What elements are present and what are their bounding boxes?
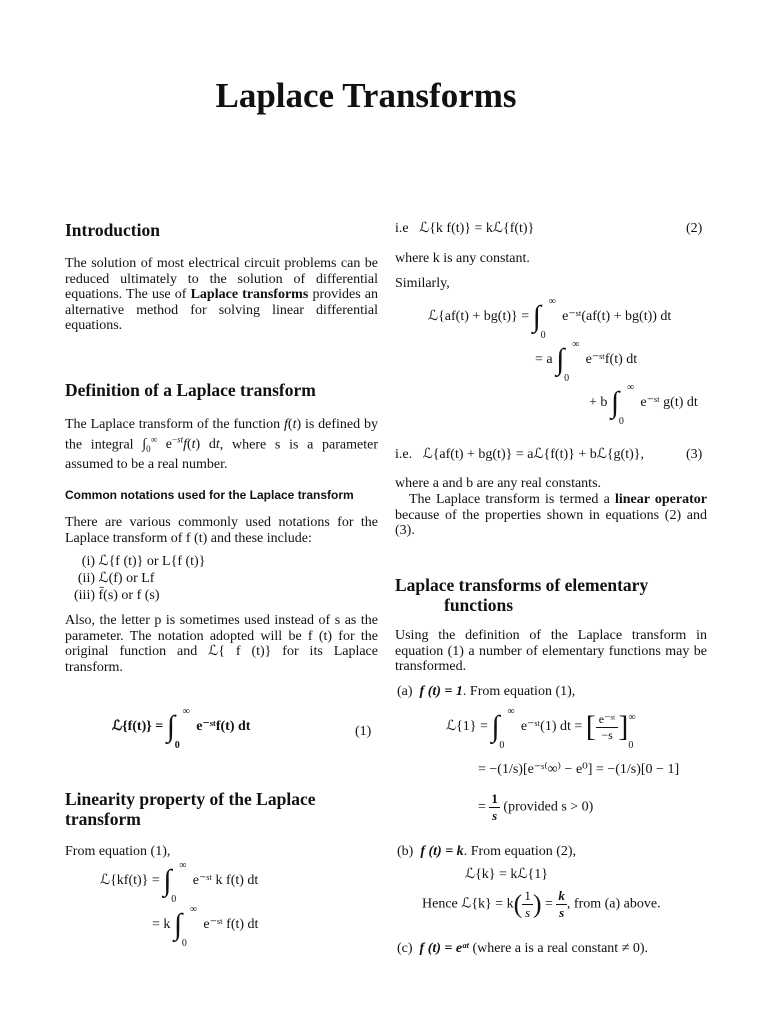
equation-1-number: (1) xyxy=(355,724,372,739)
case-a-equation-line-2: = −(1/s)[e⁻ˢ⁽∞⁾ − e⁰] = −(1/s)[0 − 1] xyxy=(478,762,680,777)
equation-3: i.e. ℒ{af(t) + bg(t)} = aℒ{f(t)} + bℒ{g(t)}, xyxy=(395,447,644,462)
linearity-ab-line-1: ℒ{af(t) + bg(t)} = ∫ ∞ 0 e⁻ˢᵗ(af(t) + bg(t)) dt xyxy=(428,296,672,341)
linearity-ab-line-2: = a ∫ ∞ 0 e⁻ˢᵗf(t) dt xyxy=(535,339,638,384)
notation-item-3: (iii) f̄(s) or f (s) xyxy=(74,588,160,603)
linearity-equation-line-2: = k ∫ ∞ 0 e⁻ˢᵗ f(t) dt xyxy=(152,904,259,949)
notations-heading: Common notations used for the Laplace transform xyxy=(65,488,354,502)
linearity-ab-line-3: + b ∫ ∞ 0 e⁻ˢᵗ g(t) dt xyxy=(589,382,698,427)
case-b-equation-line-1: ℒ{k} = kℒ{1} xyxy=(465,867,548,882)
case-c-heading: (c) f (t) = eᵃᵗ (where a is a real constant ≠ 0). xyxy=(397,941,649,956)
similarly-text: Similarly, xyxy=(395,276,450,291)
notation-also-paragraph: Also, the letter p is sometimes used instead of s as the parameter. The notation adopted will be f (t) for the original function and ℒ{ f (t)} for its Laplace transform. xyxy=(65,613,378,675)
equation-1: ℒ{f(t)} = ∫ ∞ 0 e⁻ˢᵗf(t) dt xyxy=(112,706,251,751)
where-ab-text: where a and b are any real constants. xyxy=(395,476,602,491)
equation-2-number: (2) xyxy=(686,221,703,236)
notation-item-2: (ii) ℒ(f) or Lf xyxy=(77,571,155,586)
case-a-equation-line-1: ℒ{1} = ∫ ∞ 0 e⁻ˢᵗ(1) dt = [ $\frac{\text{e⁻ˢᵗ}}{-s}$ ] ∞ 0 xyxy=(446,706,636,752)
where-k-text: where k is any constant. xyxy=(395,251,530,266)
case-a-heading: (a) f (t) = 1. From equation (1), xyxy=(397,684,576,699)
notations-paragraph: There are various commonly used notations for the Laplace transform of f (t) and these include: xyxy=(65,515,378,546)
equation-2: i.e ℒ{k f(t)} = kℒ{f(t)} xyxy=(395,221,535,236)
linearity-intro: From equation (1), xyxy=(65,844,171,859)
elementary-paragraph: Using the definition of the Laplace transform in equation (1) a number of elementary functions may be transformed. xyxy=(395,628,707,674)
case-b-heading: (b) f (t) = k. From equation (2), xyxy=(397,844,577,859)
linearity-heading: Linearity property of the Laplace transform xyxy=(65,789,316,829)
linearity-equation-line-1: ℒ{kf(t)} = ∫ ∞ 0 e⁻ˢᵗ k f(t) dt xyxy=(100,860,259,905)
elementary-heading: Laplace transforms of elementary functions xyxy=(395,575,649,615)
linear-operator-paragraph: The Laplace transform is termed a linear operator because of the properties shown in equations (2) and (3). xyxy=(395,492,707,538)
introduction-heading: Introduction xyxy=(65,220,160,240)
notation-item-1: (i) ℒ{f (t)} or L{f (t)} xyxy=(81,554,206,569)
definition-paragraph: The Laplace transform of the function f(t) is defined by the integral $\int_0^\infty$ $e^{-st}f(t)$ dt, where s is a parameter assumed to be a real number. xyxy=(65,417,378,473)
case-a-equation-line-3: = $\frac{1}{s}$ (provided s > 0) xyxy=(478,791,594,823)
case-b-equation-line-2: Hence ℒ{k} = k( $\frac{1}{s}$ ) = $\frac{k}{s}$ , from (a) above. xyxy=(422,888,661,920)
equation-3-number: (3) xyxy=(686,447,703,462)
definition-heading: Definition of a Laplace transform xyxy=(65,380,316,400)
introduction-paragraph: The solution of most electrical circuit problems can be reduced ultimately to the solution of differential equations. The use of Laplace transforms provides an alternative method for solving linear differential equations. xyxy=(65,256,379,333)
page-title: Laplace Transforms xyxy=(215,76,517,115)
